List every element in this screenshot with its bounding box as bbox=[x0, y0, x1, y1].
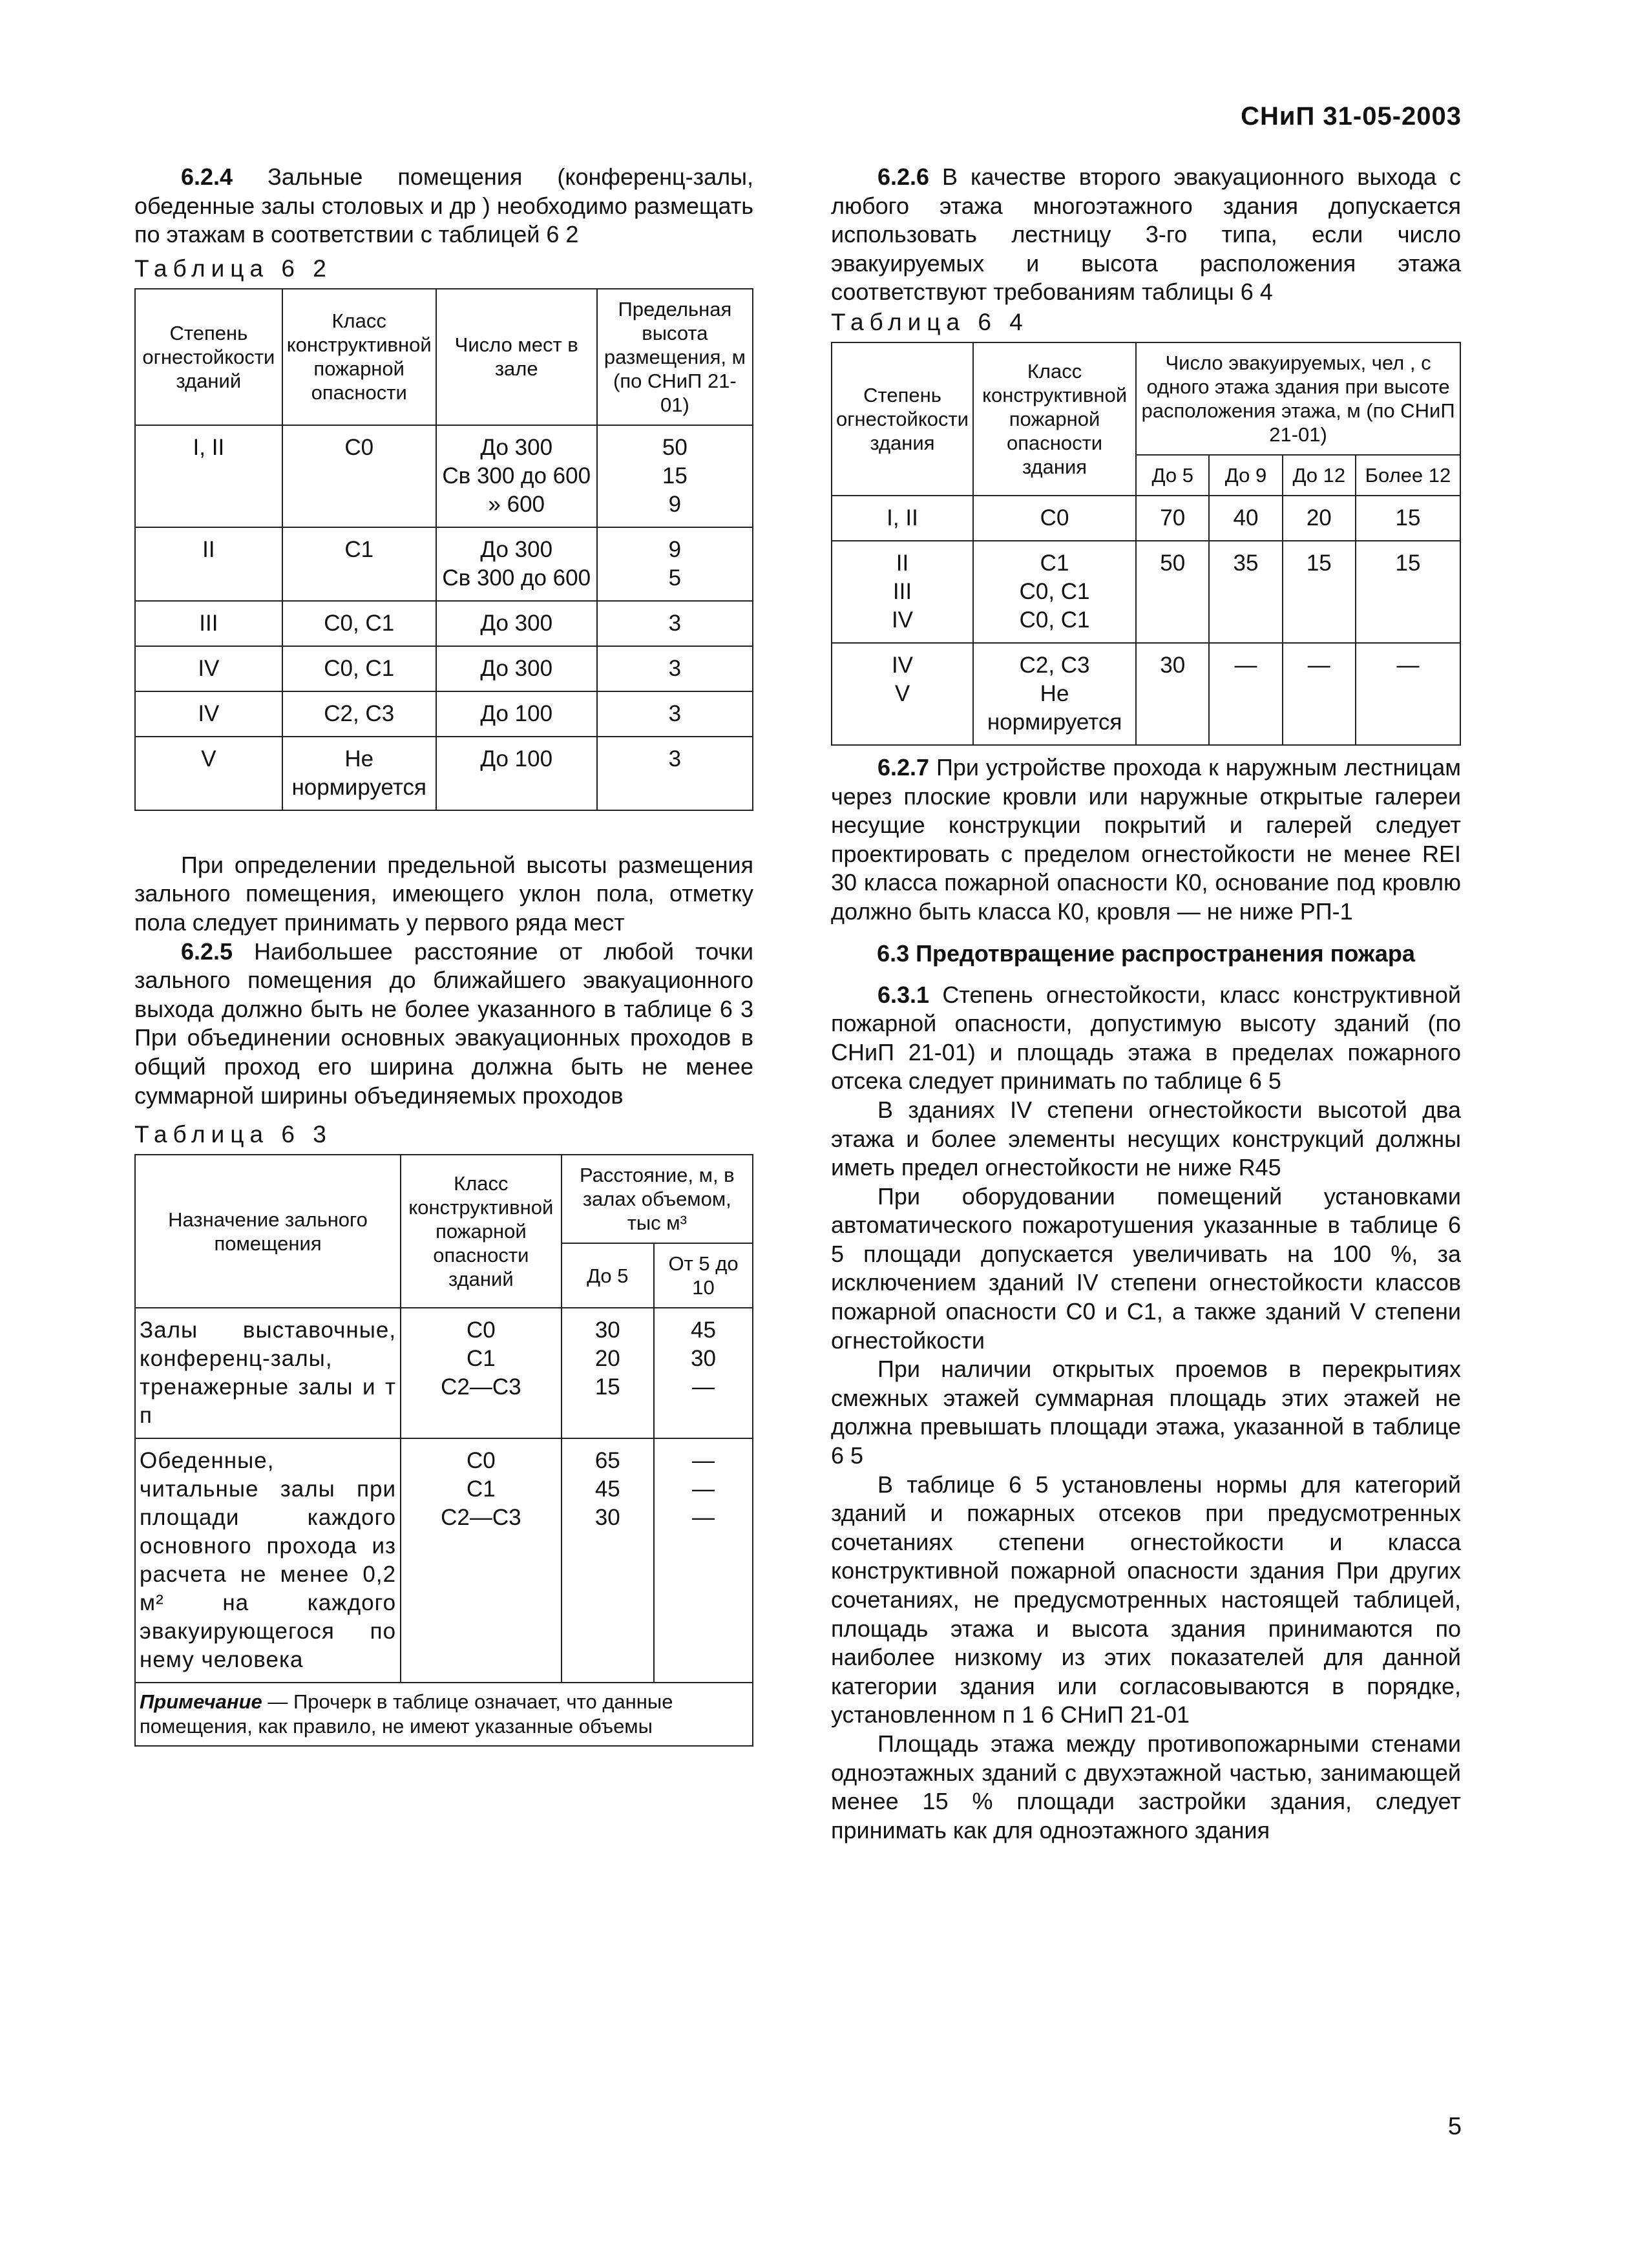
table-row bbox=[832, 541, 1460, 643]
table-cell: 50 bbox=[1136, 541, 1209, 643]
table-6-3 bbox=[134, 1154, 753, 1747]
paragraph: Площадь этажа между противопожарными стенами одноэтажных зданий с двухэтажной частью, занимающей менее 15 % площади застройки здания, следует принимать как для одноэтажного здания bbox=[831, 1730, 1461, 1843]
header-cell: Число эвакуируемых, чел , с одного этажа здания при высоте расположения этажа, м (по СНиП 21-01) bbox=[1136, 342, 1460, 455]
header-cell: Более 12 bbox=[1356, 455, 1460, 496]
header-cell: Класс конструктивной пожарной опасности зданий bbox=[401, 1155, 562, 1308]
header-cell: Степень огнестойкости зданий bbox=[135, 289, 282, 425]
paragraph: При оборудовании помещений установками автоматического пожаротушения указанные в таблице 6 5 площади допускается увеличивать на 100 %, за исключением зданий IV степени огнестойкости классов пожарной опасности С0 и С1, а также зданий V степени огнестойкости bbox=[831, 1182, 1461, 1354]
table-cell: V bbox=[135, 737, 282, 810]
table-cell: I, II bbox=[135, 425, 282, 527]
table-cell: До 300 Св 300 до 600 bbox=[436, 527, 597, 601]
table-cell: II III IV bbox=[832, 541, 973, 643]
table-cell: Обеденные, читальные залы при площади каждого основного прохода из расчета не менее 0,2 м² на каждого эвакуирующегося по нему человека bbox=[135, 1438, 401, 1683]
table-cell: С2, С3 Не нормируется bbox=[973, 643, 1136, 745]
paragraph: В зданиях IV степени огнестойкости высотой два этажа и более элементы несущих конструкций должны иметь предел огнестойкости не ниже R45 bbox=[831, 1096, 1461, 1181]
para-slope-floor: При определении предельной высоты размещения зального помещения, имеющего уклон пола, отметку пола следует принимать у первого ряда мест bbox=[134, 851, 753, 936]
table-cell: 35 bbox=[1209, 541, 1282, 643]
clause-number: 6.2.4 bbox=[181, 163, 233, 190]
clause-number: 6.3.1 bbox=[877, 981, 930, 1008]
header-cell: До 5 bbox=[1136, 455, 1209, 496]
section-heading-6-3: 6.3 Предотвращение распространения пожара bbox=[877, 940, 1415, 967]
table-cell: 65 45 30 bbox=[562, 1438, 654, 1683]
table-cell: 30 20 15 bbox=[562, 1308, 654, 1438]
table-cell: С2, С3 bbox=[282, 691, 436, 737]
table-cell: 3 bbox=[597, 737, 753, 810]
table-cell: III bbox=[135, 601, 282, 646]
header-cell: Предельная высота размещения, м (по СНиП 21-01) bbox=[597, 289, 753, 425]
clause-text: Степень огнестойкости, класс конструктивной пожарной опасности, допустимую высоту зданий (по СНиП 21-01) и площадь этажа в пределах пожарного отсека следует принимать по таблице 6 5 bbox=[831, 981, 1461, 1095]
table-cell: 50 15 9 bbox=[597, 425, 753, 527]
clause-number: 6.2.7 bbox=[877, 753, 930, 781]
table-cell: До 100 bbox=[436, 691, 597, 737]
left-column bbox=[134, 163, 753, 1747]
table-cell: 3 bbox=[597, 646, 753, 691]
note-label: Примечание bbox=[140, 1690, 262, 1714]
table-6-4-caption: Таблица 6 4 bbox=[831, 308, 1029, 335]
table-row bbox=[135, 1308, 753, 1438]
table-cell: — bbox=[1356, 643, 1460, 745]
table-header-row bbox=[832, 342, 1460, 455]
table-cell: 15 bbox=[1356, 541, 1460, 643]
clause-text: Наибольшее расстояние от любой точки зального помещения до ближайшего эвакуационного выхода должно быть не более указанного в таблице 6 3 При объединении основных эвакуационных проходов в общий проход его ширина должна быть не менее суммарной ширины объединяемых проходов bbox=[134, 938, 753, 1109]
header-cell: Назначение зального помещения bbox=[135, 1155, 401, 1308]
header-cell: Расстояние, м, в залах объемом, тыс м³ bbox=[562, 1155, 753, 1243]
document-code: СНиП 31-05-2003 bbox=[1241, 102, 1462, 131]
table-6-4 bbox=[831, 342, 1461, 746]
table-header-row bbox=[135, 289, 753, 425]
table-row bbox=[135, 527, 753, 601]
table-cell: 15 bbox=[1356, 496, 1460, 541]
header-cell: Класс конструктивной пожарной опасности bbox=[282, 289, 436, 425]
table-row bbox=[135, 737, 753, 810]
table-cell: II bbox=[135, 527, 282, 601]
clause-text: В качестве второго эвакуационного выхода с любого этажа многоэтажного здания допускается использовать лестницу 3-го типа, если число эвакуируемых и высота расположения этажа соответствуют требованиям таблицы 6 4 bbox=[831, 163, 1461, 306]
clause-6-2-4 bbox=[134, 163, 753, 249]
note-text: — Прочерк в таблице означает, что данные помещения, как правило, не имеют указанные объемы bbox=[140, 1690, 673, 1738]
right-column bbox=[831, 163, 1461, 1845]
clause-text: Зальные помещения (конференц-залы, обеденные залы столовых и др ) необходимо размещать по этажам в соответствии с таблицей 6 2 bbox=[134, 163, 753, 248]
table-cell: 45 30 — bbox=[654, 1308, 753, 1438]
header-cell: До 9 bbox=[1209, 455, 1282, 496]
clause-6-3-1 bbox=[831, 981, 1461, 1096]
table-row bbox=[135, 1438, 753, 1683]
table-cell: С1 bbox=[282, 527, 436, 601]
table-row bbox=[135, 646, 753, 691]
table-cell: IV V bbox=[832, 643, 973, 745]
paragraph: При наличии открытых проемов в перекрытиях смежных этажей суммарная площадь этих этажей не должна превышать площади этажа, указанной в таблице 6 5 bbox=[831, 1356, 1461, 1469]
table-cell: С0 С1 С2—С3 bbox=[401, 1438, 562, 1683]
table-row bbox=[135, 691, 753, 737]
table-6-3-caption: Таблица 6 3 bbox=[134, 1121, 332, 1148]
table-cell: 15 bbox=[1283, 541, 1356, 643]
table-cell: С1 С0, С1 С0, С1 bbox=[973, 541, 1136, 643]
table-cell: До 300 Св 300 до 600 » 600 bbox=[436, 425, 597, 527]
paragraph: В таблице 6 5 установлены нормы для категорий зданий и пожарных отсеков при предусмотренных сочетаниях степени огнестойкости и класса конструктивной пожарной опасности здания При других сочетаниях, не предусмотренных настоящей таблицей, площадь этажа и высота здания принимаются по наиболее низкому из этих показателей для данной категории здания или согласовываются в порядке, установленном п 1 6 СНиП 21-01 bbox=[831, 1471, 1461, 1728]
table-cell: Не нормируется bbox=[282, 737, 436, 810]
clause-text: При устройстве прохода к наружным лестницам через плоские кровли или наружные открытые галереи несущие конструкции покрытий и галерей следует проектировать с пределом огнестойкости не менее REI 30 класса пожарной опасности К0, основание под кровлю должно быть класса К0, кровля — не ниже РП-1 bbox=[831, 753, 1461, 925]
table-cell: С0 bbox=[282, 425, 436, 527]
header-cell: От 5 до 10 bbox=[654, 1243, 753, 1308]
header-cell: Класс конструктивной пожарной опасности здания bbox=[973, 342, 1136, 496]
table-cell: 20 bbox=[1283, 496, 1356, 541]
header-cell: Степень огнестойкости здания bbox=[832, 342, 973, 496]
table-cell: 30 bbox=[1136, 643, 1209, 745]
table-cell: — bbox=[1283, 643, 1356, 745]
table-cell: С0 bbox=[973, 496, 1136, 541]
table-cell: I, II bbox=[832, 496, 973, 541]
table-cell: До 300 bbox=[436, 646, 597, 691]
table-cell: С0 С1 С2—С3 bbox=[401, 1308, 562, 1438]
clause-6-2-7 bbox=[831, 753, 1461, 927]
table-cell: IV bbox=[135, 646, 282, 691]
table-cell: 3 bbox=[597, 601, 753, 646]
table-6-2 bbox=[134, 288, 753, 811]
header-cell: До 5 bbox=[562, 1243, 654, 1308]
header-cell: Число мест в зале bbox=[436, 289, 597, 425]
table-cell: 40 bbox=[1209, 496, 1282, 541]
table-6-2-caption: Таблица 6 2 bbox=[134, 255, 332, 282]
table-cell: 70 bbox=[1136, 496, 1209, 541]
table-note bbox=[135, 1683, 753, 1746]
table-cell: С0, С1 bbox=[282, 646, 436, 691]
table-cell: — — — bbox=[654, 1438, 753, 1683]
table-cell: До 100 bbox=[436, 737, 597, 810]
clause-6-2-5 bbox=[134, 938, 753, 1111]
clause-number: 6.2.5 bbox=[181, 938, 233, 965]
table-cell: С0, С1 bbox=[282, 601, 436, 646]
table-cell: Залы выставочные, конференц-залы, тренажерные залы и т п bbox=[135, 1308, 401, 1438]
clause-number: 6.2.6 bbox=[877, 163, 930, 190]
table-cell: — bbox=[1209, 643, 1282, 745]
table-row bbox=[135, 425, 753, 527]
table-cell: До 300 bbox=[436, 601, 597, 646]
table-header-row bbox=[135, 1155, 753, 1243]
table-row bbox=[832, 643, 1460, 745]
table-cell: 9 5 bbox=[597, 527, 753, 601]
page-number: 5 bbox=[1447, 2113, 1462, 2140]
table-cell: IV bbox=[135, 691, 282, 737]
header-cell: До 12 bbox=[1283, 455, 1356, 496]
clause-6-2-6 bbox=[831, 163, 1461, 307]
table-cell: 3 bbox=[597, 691, 753, 737]
table-note-row bbox=[135, 1683, 753, 1746]
table-row bbox=[832, 496, 1460, 541]
table-row bbox=[135, 601, 753, 646]
